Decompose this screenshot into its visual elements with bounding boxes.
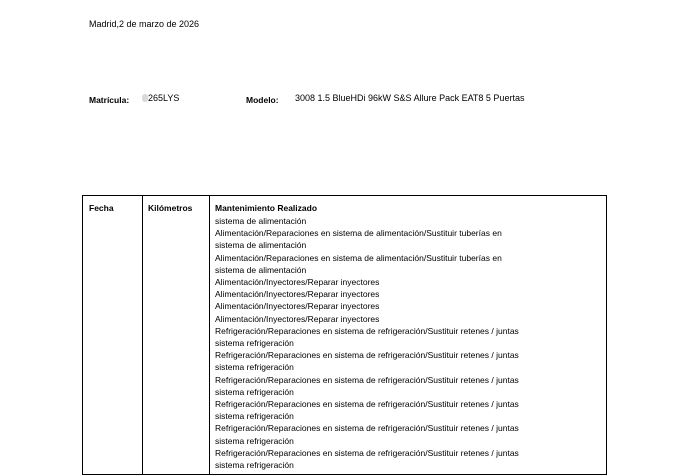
column-header-kilometros: Kilómetros: [148, 203, 193, 213]
column-header-mantenimiento: Mantenimiento Realizado: [215, 203, 318, 213]
column-header-fecha: Fecha: [89, 203, 114, 213]
maintenance-line: sistema refrigeración: [215, 460, 294, 471]
plate-value: 265LYS: [148, 93, 180, 103]
maintenance-table: [82, 195, 607, 475]
maintenance-line: Alimentación/Reparaciones en sistema de alimentación/Sustituir tuberías en: [215, 228, 502, 239]
maintenance-line: Alimentación/Inyectores/Reparar inyectores: [215, 289, 380, 300]
maintenance-line: Alimentación/Inyectores/Reparar inyectores: [215, 277, 380, 288]
maintenance-line: Refrigeración/Reparaciones en sistema de refrigeración/Sustituir retenes / juntas: [215, 374, 519, 385]
maintenance-line: Alimentación/Inyectores/Reparar inyectores: [215, 301, 380, 312]
maintenance-line: Refrigeración/Reparaciones en sistema de refrigeración/Sustituir retenes / juntas: [215, 350, 519, 361]
maintenance-line: sistema refrigeración: [215, 338, 294, 349]
maintenance-line: Refrigeración/Reparaciones en sistema de refrigeración/Sustituir retenes / juntas: [215, 399, 519, 410]
maintenance-line: sistema de alimentación: [215, 240, 307, 251]
column-divider: [209, 196, 210, 474]
maintenance-line: sistema refrigeración: [215, 362, 294, 373]
maintenance-line: sistema de alimentación: [215, 216, 307, 226]
maintenance-line: sistema refrigeración: [215, 435, 294, 446]
maintenance-line: Refrigeración/Reparaciones en sistema de refrigeración/Sustituir retenes / juntas: [215, 325, 519, 336]
plate-label: Matrícula:: [89, 95, 130, 105]
maintenance-line: Refrigeración/Reparaciones en sistema de refrigeración/Sustituir retenes / juntas: [215, 447, 519, 458]
document-date: Madrid,2 de marzo de 2026: [89, 19, 200, 29]
model-label: Modelo:: [246, 95, 279, 105]
maintenance-line: Refrigeración/Reparaciones en sistema de refrigeración/Sustituir retenes / juntas: [215, 423, 519, 434]
maintenance-line: sistema refrigeración: [215, 386, 294, 397]
maintenance-line: sistema de alimentación: [215, 264, 307, 275]
plate-field: [142, 93, 179, 103]
maintenance-lines: [215, 215, 600, 471]
maintenance-line: sistema refrigeración: [215, 411, 294, 422]
model-value: 3008 1.5 BlueHDi 96kW S&S Allure Pack EAT8 5 Puertas: [295, 93, 525, 103]
column-divider: [142, 196, 143, 474]
maintenance-line: Alimentación/Reparaciones en sistema de alimentación/Sustituir tuberías en: [215, 252, 502, 263]
maintenance-line: Alimentación/Inyectores/Reparar inyectores: [215, 313, 380, 324]
